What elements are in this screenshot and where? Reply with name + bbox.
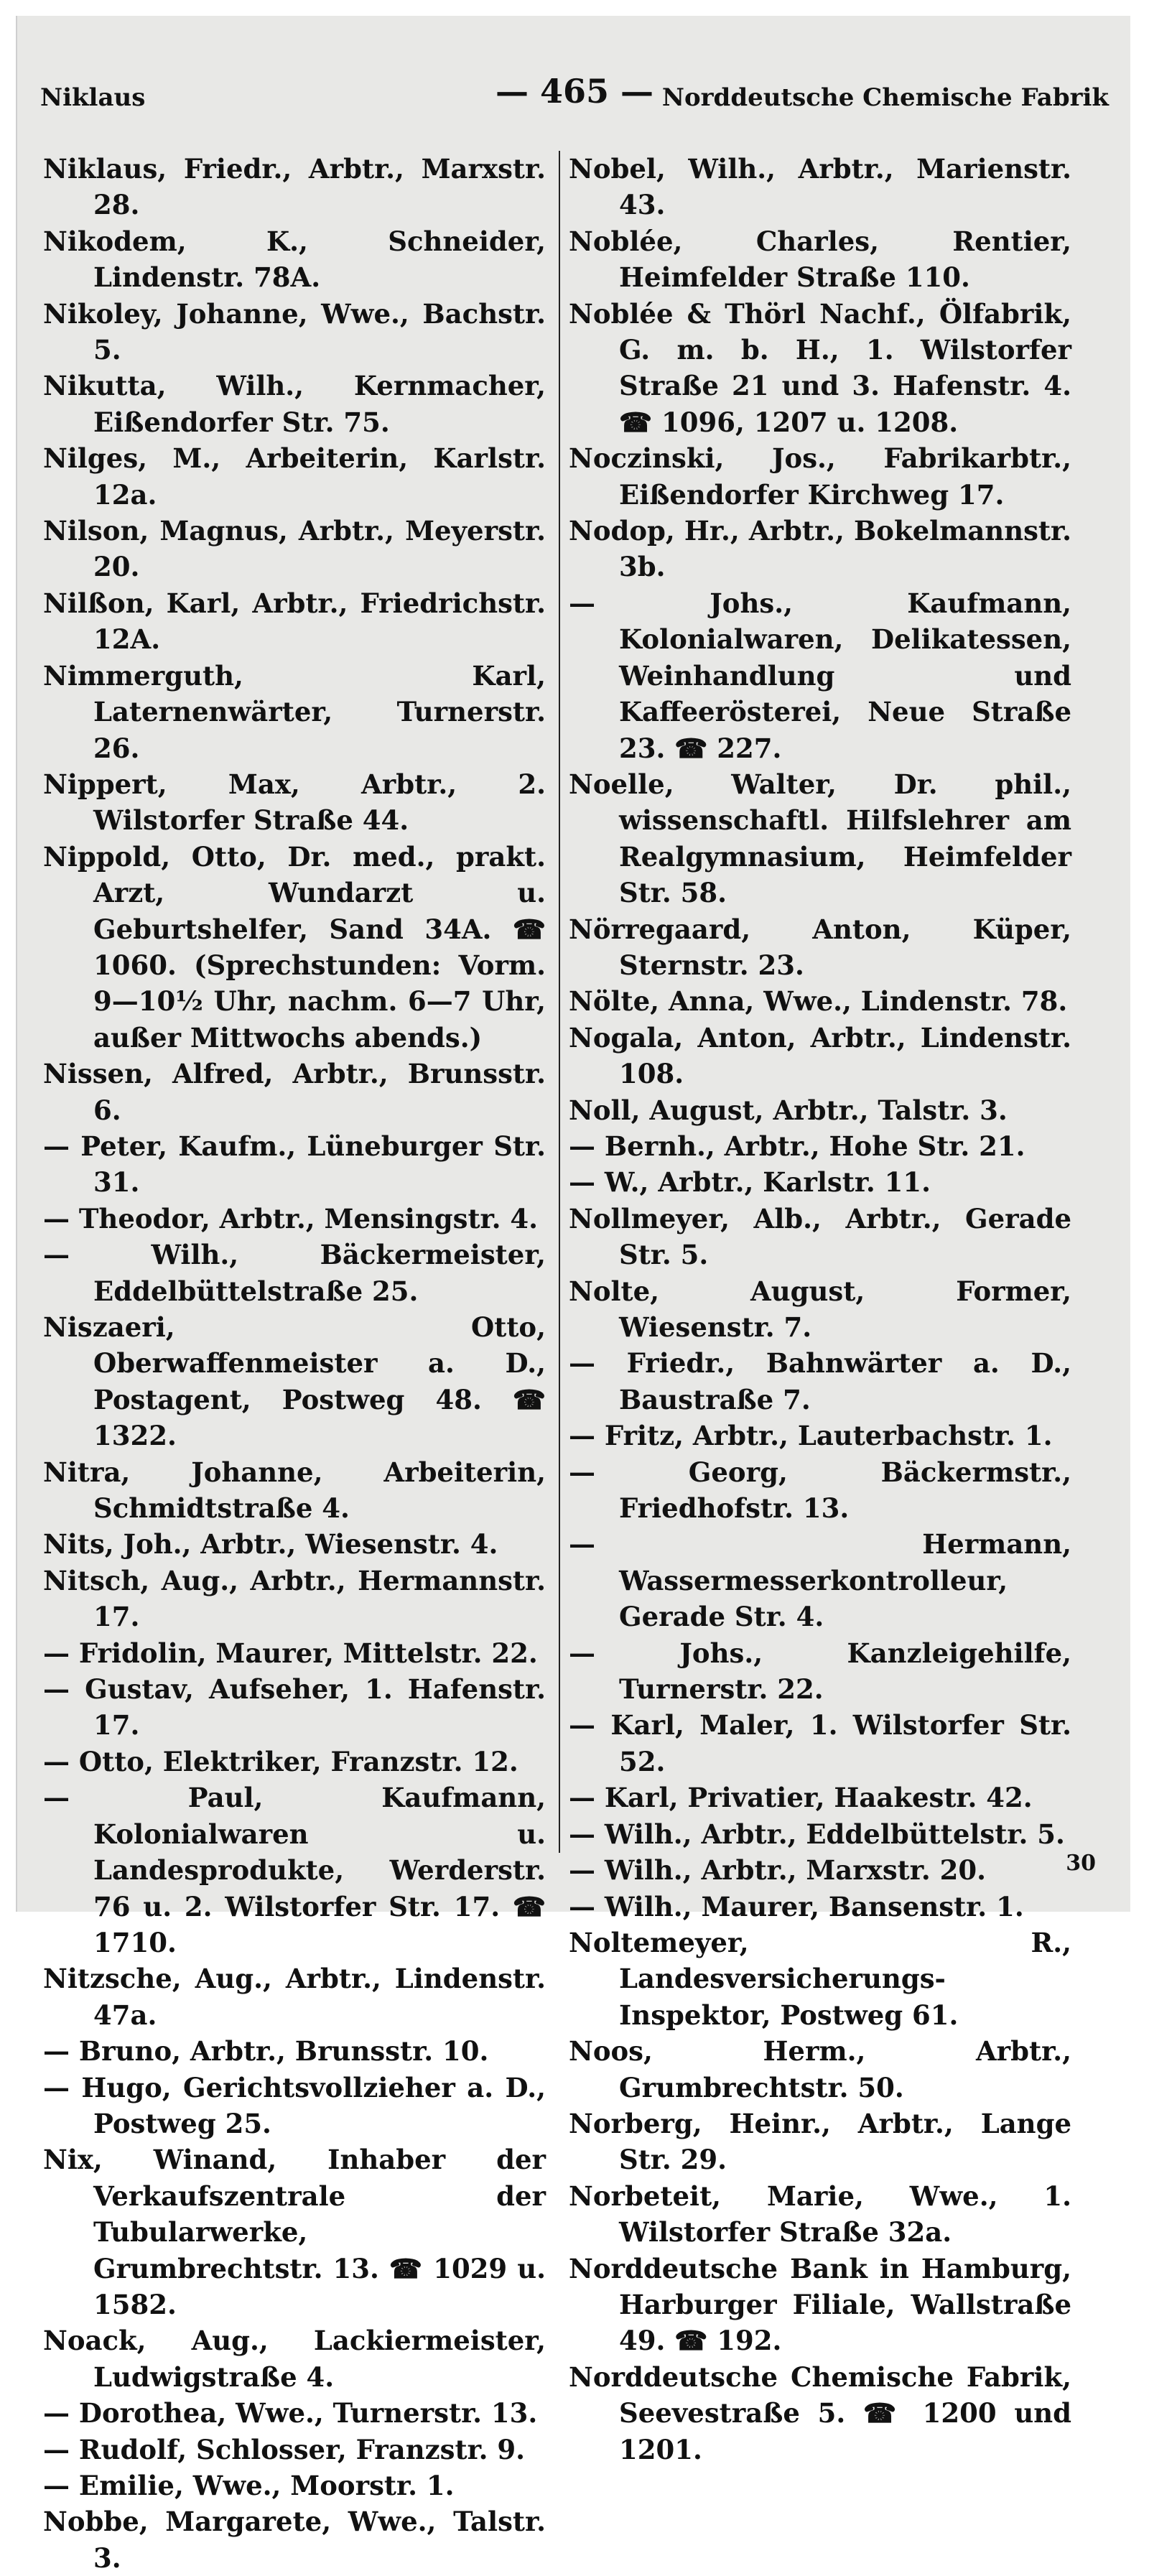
directory-entry: — Johs., Kaufmann, Kolonialwaren, Delikatessen, Weinhandlung und Kaffeerösterei, Neue Straße 23. ☎ 227. (569, 587, 1071, 764)
directory-entry: — Hugo, Gerichtsvollzieher a. D., Postweg 25. (43, 2071, 546, 2139)
directory-entry: Nitra, Johanne, Arbeiterin, Schmidtstraße 4. (43, 1456, 546, 1525)
directory-entry: Noltemeyer, R., Landesversicherungs-Inspektor, Postweg 61. (569, 1926, 1071, 2031)
directory-entry: Noczinski, Jos., Fabrikarbtr., Eißendorfer Kirchweg 17. (569, 442, 1071, 511)
directory-entry: Nitsch, Aug., Arbtr., Hermannstr. 17. (43, 1564, 546, 1633)
sheet-number: 30 (1066, 1851, 1096, 1876)
directory-entry: — W., Arbtr., Karlstr. 11. (569, 1166, 931, 1199)
directory-entry: Nolte, August, Former, Wiesenstr. 7. (569, 1275, 1071, 1343)
directory-entry: — Theodor, Arbtr., Mensingstr. 4. (43, 1202, 539, 1234)
directory-entry: Nimmerguth, Karl, Laternenwärter, Turnerstr. 26. (43, 659, 546, 764)
directory-entry: — Wilh., Arbtr., Marxstr. 20. (569, 1854, 986, 1887)
directory-entry: Niszaeri, Otto, Oberwaffenmeister a. D., Postagent, Postweg 48. ☎ 1322. (43, 1311, 546, 1452)
directory-entry: Nikodem, K., Schneider, Lindenstr. 78A. (43, 225, 546, 294)
directory-entry: Nikutta, Wilh., Kernmacher, Eißendorfer Str. 75. (43, 370, 546, 438)
directory-entry: — Gustav, Aufseher, 1. Hafenstr. 17. (43, 1673, 546, 1742)
directory-entry: Norddeutsche Chemische Fabrik, Seevestraße 5. ☎ 1200 und 1201. (569, 2361, 1071, 2465)
directory-entry: Nilßon, Karl, Arbtr., Friedrichstr. 12A. (43, 587, 546, 656)
directory-entry: — Fritz, Arbtr., Lauterbachstr. 1. (569, 1420, 1053, 1452)
column-divider (559, 151, 560, 1853)
directory-entry: Nodop, Hr., Arbtr., Bokelmannstr. 3b. (569, 515, 1071, 583)
directory-entry: — Fridolin, Maurer, Mittelstr. 22. (43, 1637, 538, 1669)
directory-entry: Niklaus, Friedr., Arbtr., Marxstr. 28. (43, 153, 546, 221)
page-header (40, 72, 1109, 116)
directory-entry: Nollmeyer, Alb., Arbtr., Gerade Str. 5. (569, 1202, 1071, 1271)
directory-entry: — Emilie, Wwe., Moorstr. 1. (43, 2470, 455, 2501)
directory-entry: — Georg, Bäckermstr., Friedhofstr. 13. (569, 1456, 1071, 1525)
directory-entry: Nörregaard, Anton, Küper, Sternstr. 23. (569, 913, 1071, 981)
directory-entry: — Wilh., Arbtr., Eddelbüttelstr. 5. (569, 1818, 1065, 1850)
directory-entry: Noelle, Walter, Dr. phil., wissenschaftl. Hilfslehrer am Realgymnasium, Heimfelder Str. 58. (569, 768, 1071, 909)
directory-entry: Norberg, Heinr., Arbtr., Lange Str. 29. (569, 2107, 1071, 2176)
directory-entry: Nitzsche, Aug., Arbtr., Lindenstr. 47a. (43, 1963, 546, 2031)
directory-entry: Norddeutsche Bank in Hamburg, Harburger Filiale, Wallstraße 49. ☎ 192. (569, 2252, 1071, 2357)
directory-entry: Nogala, Anton, Arbtr., Lindenstr. 108. (569, 1021, 1071, 1090)
directory-entry: Nilson, Magnus, Arbtr., Meyerstr. 20. (43, 515, 546, 583)
directory-entry: Nits, Joh., Arbtr., Wiesenstr. 4. (43, 1528, 498, 1561)
header-left-keyword: Niklaus (40, 83, 146, 112)
directory-entry: — Hermann, Wassermesserkontrolleur, Gerade Str. 4. (569, 1528, 1071, 1633)
directory-entry: — Karl, Privatier, Haakestr. 42. (569, 1782, 1033, 1814)
directory-entry: — Friedr., Bahnwärter a. D., Baustraße 7. (569, 1347, 1071, 1415)
page-number: — 465 — (495, 72, 654, 111)
left-column (43, 151, 546, 2576)
directory-entry: Noblée & Thörl Nachf., Ölfabrik, G. m. b. H., 1. Wilstorfer Straße 21 und 3. Hafenstr. 4. ☎ 1096, 1207 u. 1208. (569, 297, 1071, 438)
directory-entry: Nilges, M., Arbeiterin, Karlstr. 12a. (43, 442, 546, 511)
header-right-keyword: Norddeutsche Chemische Fabrik (661, 83, 1109, 112)
right-column (569, 151, 1071, 2468)
directory-entry: Nissen, Alfred, Arbtr., Brunsstr. 6. (43, 1058, 546, 1126)
directory-entry: Nobbe, Margarete, Wwe., Talstr. 3. (43, 2506, 546, 2574)
directory-entry: Noll, August, Arbtr., Talstr. 3. (569, 1094, 1008, 1126)
directory-entry: — Karl, Maler, 1. Wilstorfer Str. 52. (569, 1709, 1071, 1777)
book-page (16, 16, 1130, 2574)
directory-entry: — Bruno, Arbtr., Brunsstr. 10. (43, 2035, 489, 2068)
directory-entry: Norbeteit, Marie, Wwe., 1. Wilstorfer Straße 32a. (569, 2180, 1071, 2249)
directory-entry: Nippold, Otto, Dr. med., prakt. Arzt, Wundarzt u. Geburtshelfer, Sand 34A. ☎ 1060. (Sprechstunden: Vorm. 9—10½ Uhr, nachm. 6—7 Uhr, außer Mittwochs abends.) (43, 840, 546, 1054)
directory-entry: Nölte, Anna, Wwe., Lindenstr. 78. (569, 985, 1068, 1018)
directory-entry: — Bernh., Arbtr., Hohe Str. 21. (569, 1130, 1025, 1162)
directory-entry: Noos, Herm., Arbtr., Grumbrechtstr. 50. (569, 2035, 1071, 2103)
directory-entry: Noack, Aug., Lackiermeister, Ludwigstraße 4. (43, 2325, 546, 2393)
directory-entry: — Otto, Elektriker, Franzstr. 12. (43, 1745, 518, 1777)
directory-entry: — Dorothea, Wwe., Turnerstr. 13. (43, 2397, 538, 2429)
directory-entry: Nikoley, Johanne, Wwe., Bachstr. 5. (43, 297, 546, 366)
directory-entry: Nix, Winand, Inhaber der Verkaufszentrale der Tubularwerke, Grumbrechtstr. 13. ☎ 1029 u. 1582. (43, 2144, 546, 2320)
directory-entry: — Wilh., Maurer, Bansenstr. 1. (569, 1890, 1024, 1922)
directory-entry: — Rudolf, Schlosser, Franzstr. 9. (43, 2433, 526, 2465)
directory-entry: — Peter, Kaufm., Lüneburger Str. 31. (43, 1130, 546, 1199)
directory-entry: — Paul, Kaufmann, Kolonialwaren u. Landesprodukte, Werderstr. 76 u. 2. Wilstorfer Str. 17. ☎ 1710. (43, 1782, 546, 1958)
directory-entry: Nippert, Max, Arbtr., 2. Wilstorfer Straße 44. (43, 768, 546, 837)
directory-entry: — Johs., Kanzleigehilfe, Turnerstr. 22. (569, 1637, 1071, 1706)
directory-entry: — Wilh., Bäckermeister, Eddelbüttelstraße 25. (43, 1239, 546, 1307)
directory-entry: Nobel, Wilh., Arbtr., Marienstr. 43. (569, 153, 1071, 221)
directory-entry: Noblée, Charles, Rentier, Heimfelder Straße 110. (569, 225, 1071, 294)
